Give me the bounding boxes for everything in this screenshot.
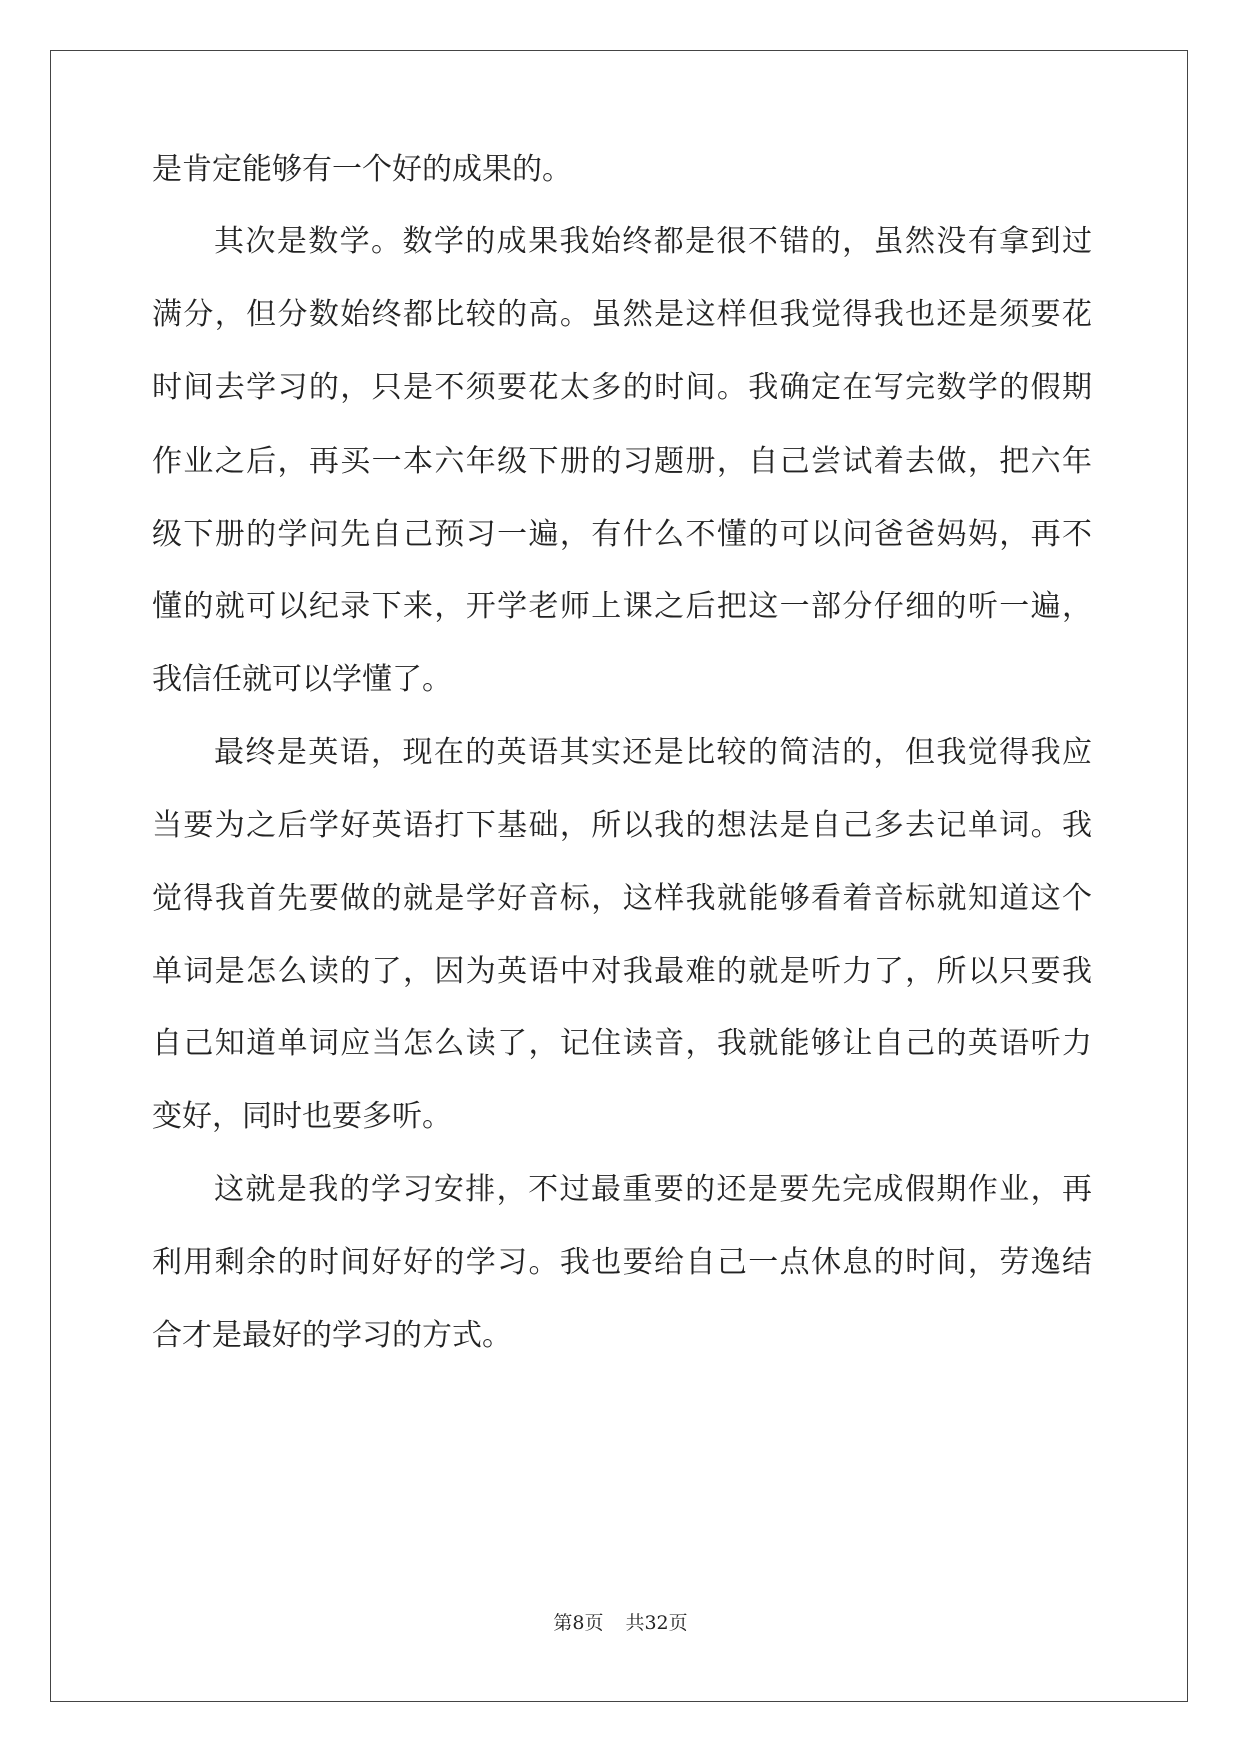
text-line: 觉得我首先要做的就是学好音标，这样我就能够看着音标就知道这个 [152, 881, 1092, 916]
text-line: 这就是我的学习安排，不过最重要的还是要先完成假期作业，再 [214, 1172, 1092, 1207]
text-line: 当要为之后学好英语打下基础，所以我的想法是自己多去记单词。我 [152, 808, 1092, 843]
text-line: 自己知道单词应当怎么读了，记住读音，我就能够让自己的英语听力 [152, 1026, 1092, 1061]
text-line: 利用剩余的时间好好的学习。我也要给自己一点休息的时间，劳逸结 [152, 1245, 1092, 1280]
text-line: 最终是英语，现在的英语其实还是比较的简洁的，但我觉得我应 [214, 735, 1092, 770]
text-line: 我信任就可以学懂了。 [152, 662, 452, 697]
text-line: 作业之后，再买一本六年级下册的习题册，自己尝试着去做，把六年 [152, 444, 1092, 479]
text-line: 满分，但分数始终都比较的高。虽然是这样但我觉得我也还是须要花 [152, 297, 1092, 332]
page-total: 共32页 [625, 1612, 688, 1634]
page-footer [0, 1610, 1241, 1636]
text-line: 是肯定能够有一个好的成果的。 [152, 152, 572, 187]
text-line: 单词是怎么读的了，因为英语中对我最难的就是听力了，所以只要我 [152, 954, 1092, 989]
text-line: 变好，同时也要多听。 [152, 1099, 452, 1134]
text-line: 合才是最好的学习的方式。 [152, 1318, 512, 1353]
text-line: 其次是数学。数学的成果我始终都是很不错的，虽然没有拿到过 [214, 224, 1092, 259]
text-line: 级下册的学问先自己预习一遍，有什么不懂的可以问爸爸妈妈，再不 [152, 517, 1092, 552]
text-line: 时间去学习的，只是不须要花太多的时间。我确定在写完数学的假期 [152, 370, 1092, 405]
text-line: 懂的就可以纪录下来，开学老师上课之后把这一部分仔细的听一遍， [152, 589, 1092, 624]
page-number: 第8页 [553, 1612, 604, 1634]
